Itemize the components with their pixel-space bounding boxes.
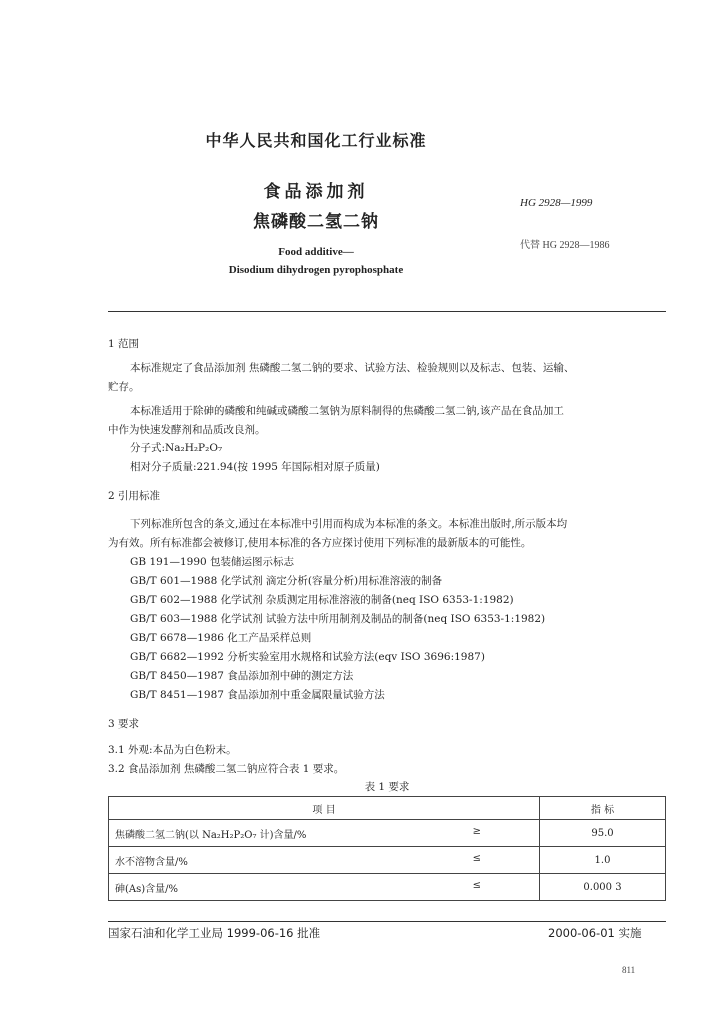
table-row xyxy=(109,820,666,847)
reference-item: GB/T 8450—1987 食品添加剂中砷的测定方法 xyxy=(130,670,354,682)
comparison-symbol: ≤ xyxy=(472,852,481,864)
reference-item: GB/T 601—1988 化学试剂 滴定分析(容量分析)用标准溶液的制备 xyxy=(130,575,443,587)
title-english-line1: Food additive— xyxy=(278,246,354,258)
table-cell-item xyxy=(109,847,540,874)
reference-item: GB/T 6678—1986 化工产品采样总则 xyxy=(130,632,312,644)
table-row xyxy=(109,874,666,901)
comparison-symbol: ≥ xyxy=(472,825,481,837)
footer-divider xyxy=(108,921,666,922)
requirements-table xyxy=(108,796,666,901)
table-row xyxy=(109,847,666,874)
table-cell-value: 1.0 xyxy=(540,847,666,874)
replaces-standard: 代替 HG 2928—1986 xyxy=(520,240,610,251)
reference-item: GB/T 603—1988 化学试剂 试验方法中所用制剂及制品的制备(neq ISO 6353-1:1982) xyxy=(130,613,546,625)
table-header-item: 项 目 xyxy=(109,797,540,820)
scope-paragraph-2-line2: 中作为快速发酵剂和品质改良剂。 xyxy=(108,424,266,436)
section-scope-heading: 1 范围 xyxy=(108,338,140,350)
table-header-row xyxy=(109,797,666,820)
table-header-value: 指 标 xyxy=(540,797,666,820)
title-english-line2: Disodium dihydrogen pyrophosphate xyxy=(228,264,404,276)
reference-item: GB/T 602—1988 化学试剂 杂质测定用标准溶液的制备(neq ISO 6353-1:1982) xyxy=(130,594,514,606)
item-label: 焦磷酸二氢二钠(以 Na₂H₂P₂O₇ 计)含量/% xyxy=(115,829,307,841)
reference-item: GB/T 8451—1987 食品添加剂中重金属限量试验方法 xyxy=(130,689,385,701)
scope-paragraph-1-line2: 贮存。 xyxy=(108,381,140,393)
requirement-3-1: 3.1 外观:本品为白色粉末。 xyxy=(108,744,237,756)
requirement-3-2: 3.2 食品添加剂 焦磷酸二氢二钠应符合表 1 要求。 xyxy=(108,763,345,775)
approval-statement: 国家石油和化学工业局 1999-06-16 批准 xyxy=(108,926,321,940)
molecular-formula: 分子式:Na₂H₂P₂O₇ xyxy=(130,442,223,454)
table-cell-value: 0.000 3 xyxy=(540,874,666,901)
title-chinese-line2: 焦磷酸二氢二钠 xyxy=(253,212,379,232)
reference-item: GB 191—1990 包装储运图示标志 xyxy=(130,556,295,568)
comparison-symbol: ≤ xyxy=(472,879,481,891)
header-divider xyxy=(108,311,666,312)
references-intro-line1: 下列标准所包含的条文,通过在本标准中引用而构成为本标准的条文。本标准出版时,所示版本均 xyxy=(130,518,568,530)
scope-paragraph-1-line1: 本标准规定了食品添加剂 焦磷酸二氢二钠的要求、试验方法、检验规则以及标志、包装、运输、 xyxy=(130,362,575,374)
item-label: 砷(As)含量/% xyxy=(115,883,179,895)
scope-paragraph-2-line1: 本标准适用于除砷的磷酸和纯碱或磷酸二氢钠为原料制得的焦磷酸二氢二钠,该产品在食品加工 xyxy=(130,405,564,417)
section-requirements-heading: 3 要求 xyxy=(108,718,140,730)
table-cell-item xyxy=(109,820,540,847)
references-intro-line2: 为有效。所有标准都会被修订,使用本标准的各方应探讨使用下列标准的最新版本的可能性。 xyxy=(108,537,532,549)
page-number: 811 xyxy=(622,965,636,975)
table-caption: 表 1 要求 xyxy=(364,781,410,793)
table-cell-item xyxy=(109,874,540,901)
effective-date: 2000-06-01 实施 xyxy=(548,926,642,940)
item-label: 水不溶物含量/% xyxy=(115,856,188,868)
title-chinese-line1: 食品添加剂 xyxy=(263,182,369,202)
reference-item: GB/T 6682—1992 分析实验室用水规格和试验方法(eqv ISO 3696:1987) xyxy=(130,651,485,663)
standard-number: HG 2928—1999 xyxy=(520,197,593,209)
standard-authority: 中华人民共和国化工行业标准 xyxy=(205,131,427,150)
table-cell-value: 95.0 xyxy=(540,820,666,847)
molecular-mass: 相对分子质量:221.94(按 1995 年国际相对原子质量) xyxy=(130,461,380,473)
section-references-heading: 2 引用标准 xyxy=(108,490,161,502)
